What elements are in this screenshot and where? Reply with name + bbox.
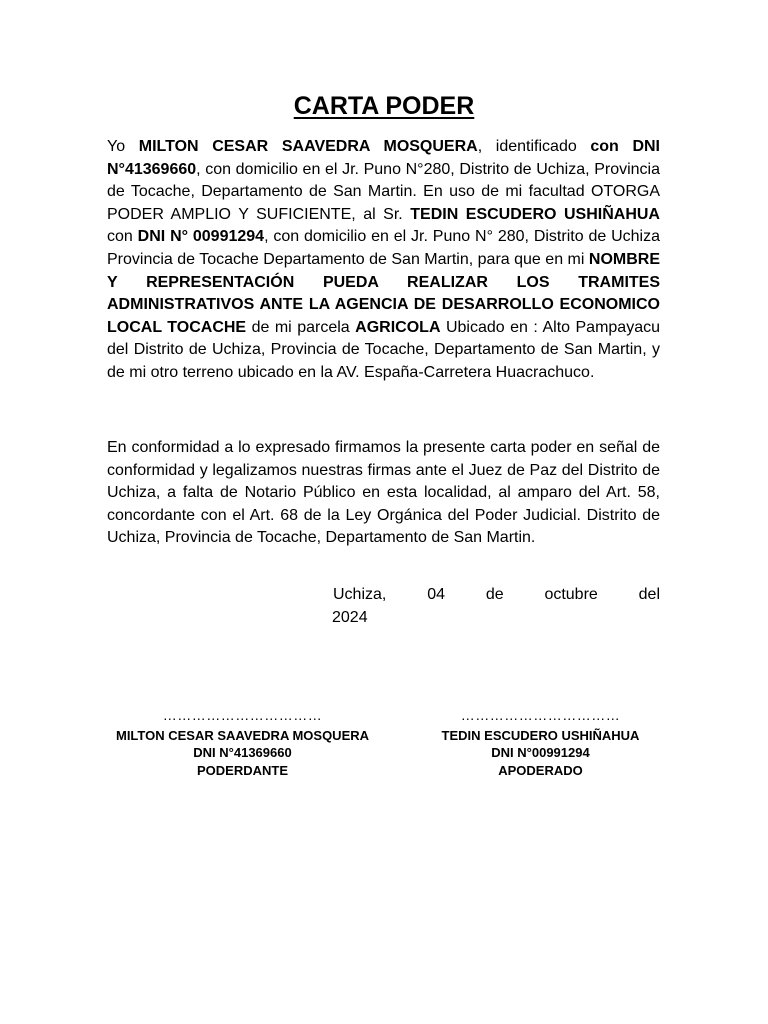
- date-row: [107, 584, 660, 607]
- paragraph-grant-of-power: [107, 136, 660, 385]
- attorney-dni: DNI N° 00991294: [137, 228, 265, 246]
- date-del: del: [638, 586, 660, 603]
- signer-name: TEDIN ESCUDERO USHIÑAHUA: [441, 727, 640, 743]
- signature-block-grantor: [100, 707, 385, 779]
- parcel-type: AGRICOLA: [355, 318, 441, 336]
- p1-text-1: Yo: [107, 138, 139, 155]
- paragraph-conformity: En conformidad a lo expresado firmamos la presente carta poder en señal de conformidad y legalizamos nuestras firmas ante el Juez de Paz del Distrito de Uchiza, a falta de Notario Público en esta localidad, al amparo del Art. 58, concordante con el Art. 68 de la Ley Orgánica del Poder Judicial. Distrito de Uchiza, Provincia de Tocache, Departamento de San Martin.: [107, 439, 660, 547]
- signature-block-attorney: [398, 707, 683, 779]
- p1-text-5: , con domicilio en el Jr. Puno N°280, Distrito de Uchiza, Provincia de Tocache, Departamento de San Martin. En uso de mi facultad OTORGA PODER AMPLIO Y SUFICIENTE, al Sr.: [107, 160, 660, 223]
- p1-text-3: , identificado: [477, 138, 591, 155]
- p1-text-7: con: [107, 228, 138, 246]
- signer-dni: DNI N°41369660: [193, 745, 292, 760]
- document-title: CARTA PODER: [293, 92, 475, 120]
- power-scope: NOMBRE Y REPRESENTACIÓN PUEDA REALIZAR LOS TRAMITES ADMINISTRATIVOS ANTE LA AGENCIA DE DESARROLLO ECONOMICO LOCAL TOCACHE: [107, 250, 660, 336]
- signature-line: ……………………………: [162, 707, 323, 723]
- date-de: de: [485, 586, 504, 603]
- signer-dni: DNI N°00991294: [491, 745, 590, 760]
- signer-role: APODERADO: [498, 762, 583, 778]
- date-day: 04: [427, 586, 445, 603]
- attorney-name: TEDIN ESCUDERO USHIÑAHUA: [410, 205, 660, 223]
- grantor-name: MILTON CESAR SAAVEDRA MOSQUERA: [138, 138, 478, 155]
- signature-line: ……………………………: [460, 707, 621, 723]
- signer-name: MILTON CESAR SAAVEDRA MOSQUERA: [115, 727, 370, 743]
- signer-role: PODERDANTE: [196, 762, 288, 778]
- date-line: [107, 584, 660, 629]
- date-month: octubre: [544, 586, 598, 603]
- p1-text-9: , con domicilio en el Jr. Puno N° 280, Distrito de Uchiza Provincia de Tocache Departamento de San Martin, para que en mi: [107, 228, 660, 268]
- p1-text-13: Ubicado en : Alto Pampayacu del Distrito de Uchiza, Provincia de Tocache, Departamento de San Martin, y de mi otro terreno ubicado en la AV. España-Carretera Huacrachuco.: [107, 318, 661, 381]
- date-year: 2024: [332, 608, 368, 626]
- date-place: Uchiza,: [333, 586, 387, 603]
- grantor-dni: con DNI N°41369660: [107, 138, 661, 178]
- p1-text-11: de mi parcela: [246, 318, 356, 336]
